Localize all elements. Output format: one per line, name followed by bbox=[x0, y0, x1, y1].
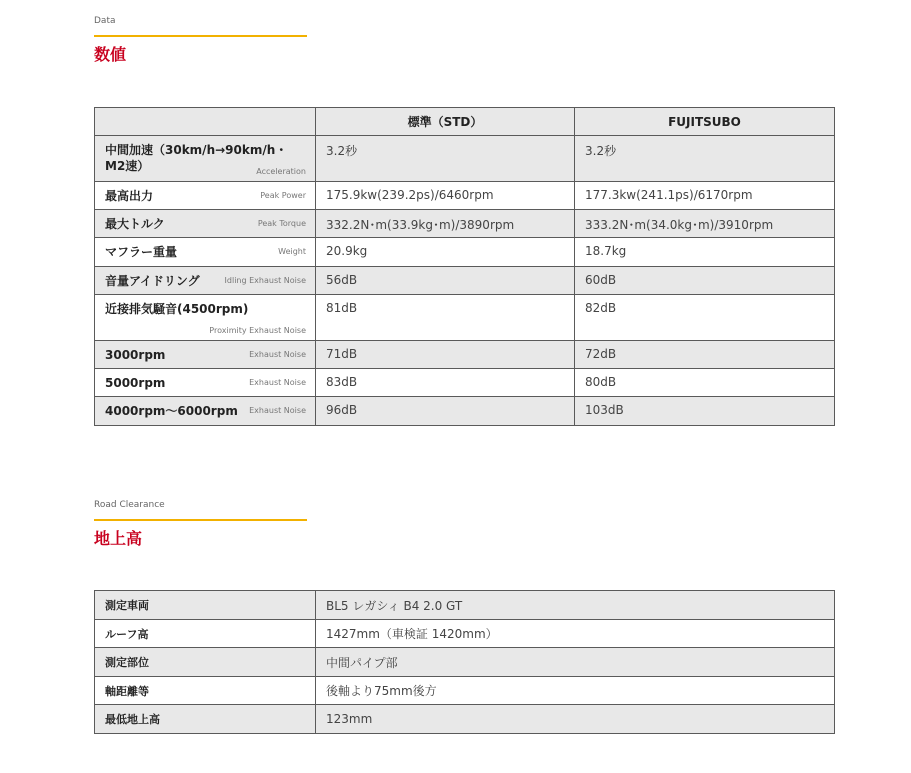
table-row bbox=[95, 620, 835, 648]
clearance-section-label: Road Clearance bbox=[94, 500, 165, 510]
fujitsubo-value: 80dB bbox=[575, 369, 835, 397]
row-label-cell bbox=[95, 341, 316, 369]
fujitsubo-value: 177.3kw(241.1ps)/6170rpm bbox=[575, 182, 835, 210]
clearance-label: ルーフ高 bbox=[95, 620, 316, 648]
row-label-jp: 5000rpm bbox=[105, 376, 166, 390]
clearance-section-title: 地上高 bbox=[94, 529, 143, 548]
clearance-value: 1427mm（車検証 1420mm） bbox=[316, 620, 835, 648]
table-row bbox=[95, 648, 835, 677]
clearance-section-header bbox=[94, 499, 834, 549]
table-row bbox=[95, 705, 835, 734]
row-label-jp: 中間加速（30km/h→90km/h・M2速） bbox=[105, 143, 288, 173]
spec-header-fujitsubo: FUJITSUBO bbox=[575, 108, 835, 136]
table-row bbox=[95, 369, 835, 397]
row-label-cell bbox=[95, 267, 316, 295]
clearance-label: 軸距離等 bbox=[95, 677, 316, 705]
fujitsubo-value: 82dB bbox=[575, 295, 835, 341]
clearance-label: 測定車両 bbox=[95, 591, 316, 620]
row-label-en: Peak Power bbox=[260, 191, 306, 200]
clearance-value: 123mm bbox=[316, 705, 835, 734]
row-label-cell bbox=[95, 210, 316, 238]
clearance-value: 中間パイプ部 bbox=[316, 648, 835, 677]
data-section-title: 数値 bbox=[94, 45, 127, 64]
data-section-rule bbox=[94, 35, 307, 37]
std-value: 3.2秒 bbox=[316, 136, 575, 182]
row-label-cell bbox=[95, 397, 316, 426]
fujitsubo-value: 333.2N･m(34.0kg･m)/3910rpm bbox=[575, 210, 835, 238]
std-value: 175.9kw(239.2ps)/6460rpm bbox=[316, 182, 575, 210]
fujitsubo-value: 60dB bbox=[575, 267, 835, 295]
fujitsubo-value: 103dB bbox=[575, 397, 835, 426]
std-value: 20.9kg bbox=[316, 238, 575, 267]
data-section-label: Data bbox=[94, 16, 116, 26]
row-label-cell bbox=[95, 238, 316, 267]
row-label-en: Weight bbox=[278, 247, 306, 256]
table-row bbox=[95, 397, 835, 426]
std-value: 83dB bbox=[316, 369, 575, 397]
data-section-header bbox=[94, 15, 834, 65]
row-label-en: Peak Torque bbox=[257, 219, 306, 228]
row-label-jp: 4000rpm～6000rpm bbox=[105, 404, 238, 418]
row-label-cell bbox=[95, 295, 316, 341]
row-label-jp: 最高出力 bbox=[105, 189, 154, 203]
table-row bbox=[95, 295, 835, 341]
table-row bbox=[95, 238, 835, 267]
spec-header-blank bbox=[95, 108, 316, 136]
fujitsubo-value: 18.7kg bbox=[575, 238, 835, 267]
std-value: 71dB bbox=[316, 341, 575, 369]
table-row bbox=[95, 591, 835, 620]
row-label-cell bbox=[95, 136, 316, 182]
row-label-en: Exhaust Noise bbox=[249, 406, 306, 415]
table-row bbox=[95, 182, 835, 210]
row-label-jp: マフラー重量 bbox=[105, 245, 178, 259]
clearance-table bbox=[94, 590, 835, 734]
spec-header-row bbox=[95, 108, 835, 136]
row-label-jp: 最大トルク bbox=[105, 217, 165, 231]
fujitsubo-value: 72dB bbox=[575, 341, 835, 369]
fujitsubo-value: 3.2秒 bbox=[575, 136, 835, 182]
std-value: 56dB bbox=[316, 267, 575, 295]
table-row bbox=[95, 677, 835, 705]
spec-table bbox=[94, 107, 835, 426]
row-label-jp: 音量アイドリング bbox=[105, 274, 200, 288]
std-value: 81dB bbox=[316, 295, 575, 341]
row-label-cell bbox=[95, 369, 316, 397]
clearance-label: 測定部位 bbox=[95, 648, 316, 677]
row-label-en: Acceleration bbox=[256, 167, 306, 176]
table-row bbox=[95, 210, 835, 238]
row-label-en: Proximity Exhaust Noise bbox=[209, 326, 306, 335]
row-label-en: Exhaust Noise bbox=[249, 378, 306, 387]
table-row bbox=[95, 267, 835, 295]
clearance-label: 最低地上高 bbox=[95, 705, 316, 734]
row-label-jp: 近接排気騒音(4500rpm) bbox=[105, 302, 249, 316]
row-label-jp: 3000rpm bbox=[105, 348, 166, 362]
spec-header-std: 標準（STD） bbox=[316, 108, 575, 136]
row-label-en: Exhaust Noise bbox=[249, 350, 306, 359]
clearance-value: BL5 レガシィ B4 2.0 GT bbox=[316, 591, 835, 620]
table-row bbox=[95, 136, 835, 182]
table-row bbox=[95, 341, 835, 369]
row-label-cell bbox=[95, 182, 316, 210]
clearance-section-rule bbox=[94, 519, 307, 521]
std-value: 96dB bbox=[316, 397, 575, 426]
row-label-en: Idling Exhaust Noise bbox=[224, 276, 306, 285]
std-value: 332.2N･m(33.9kg･m)/3890rpm bbox=[316, 210, 575, 238]
clearance-value: 後軸より75mm後方 bbox=[316, 677, 835, 705]
